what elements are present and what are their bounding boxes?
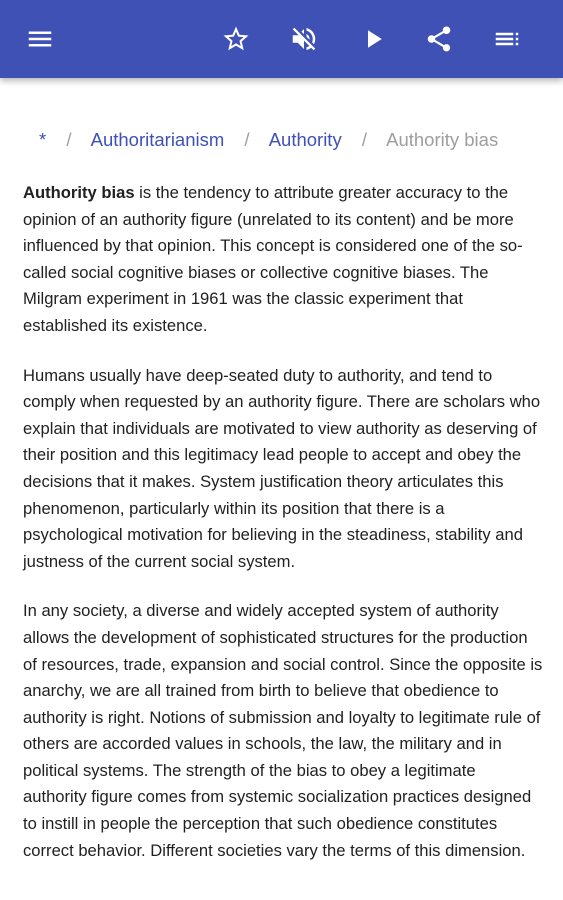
article-view[interactable] [0,78,563,900]
article-paragraph: In any society, a diverse and widely accepted system of authority allows the development of sophisticated structures for the production of resources, trade, expansion and social control. Since the opposite is anarchy, we are all trained from birth to believe that obedience to authority is right. Notions of submission and loyalty to legitimate rule of others are accorded values in schools, the law, the military and in political systems. The strength of the bias to obey a legitimate authority figure comes from systemic socialization practices designed to instill in people the perception that such obedience constitutes correct behavior. Different societies vary the terms of this dimension. [23,601,543,860]
breadcrumb-item-authority[interactable]: Authority [268,129,342,150]
star-icon[interactable] [218,21,254,57]
article-term: Authority bias [23,183,135,202]
article-body [23,180,543,887]
article-paragraph: Humans usually have deep-seated duty to authority, and tend to comply when requested by an authority figure. There are scholars who explain that individuals are motivated to view authority as deserving of their position and this legitimacy lead people to accept and obey the decisions that it makes. System justification theory articulates this phenomenon, particularly within its position that there is a psychological motivation for believing in the steadiness, stability and justness of the current social system. [23,365,541,571]
breadcrumb-home[interactable]: * [39,129,47,150]
article-paragraph [23,180,543,340]
play-icon[interactable] [355,21,391,57]
breadcrumb-current: Authority bias [386,129,499,150]
breadcrumb-separator: / [244,129,250,150]
menu-icon[interactable] [22,21,58,57]
article-paragraph-text: is the tendency to attribute greater accuracy to the opinion of an authority figure (unrelated to its content) and be more influenced by that opinion. This concept is considered one of the so-called social cognitive biases or collective cognitive biases. The Milgram experiment in 1961 was the classic experiment that established its existence. [23,183,523,335]
volume-off-icon[interactable] [286,21,322,57]
breadcrumb [39,128,539,152]
table-of-contents-icon[interactable] [489,21,525,57]
app-bar [0,0,563,78]
share-icon[interactable] [421,21,457,57]
breadcrumb-item-authoritarianism[interactable]: Authoritarianism [90,129,225,150]
breadcrumb-separator: / [66,129,72,150]
breadcrumb-separator: / [361,129,367,150]
